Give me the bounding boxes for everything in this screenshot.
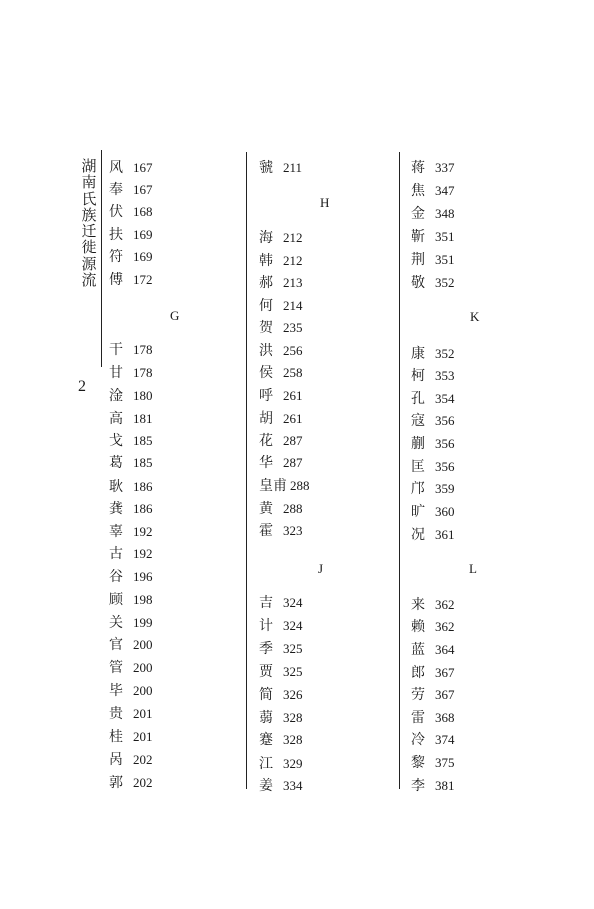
index-entry xyxy=(109,430,153,450)
entry-page-number: 172 xyxy=(133,272,153,287)
entry-page-number: 354 xyxy=(435,391,455,406)
index-entry xyxy=(411,226,455,246)
index-entry xyxy=(259,250,303,270)
entry-page-number: 324 xyxy=(283,595,303,610)
entry-page-number: 362 xyxy=(435,619,455,634)
index-entry xyxy=(109,179,153,199)
entry-page-number: 323 xyxy=(283,523,303,538)
index-entry xyxy=(411,594,455,614)
index-entry xyxy=(109,201,153,221)
entry-surname: 柯 xyxy=(411,368,425,384)
entry-page-number: 334 xyxy=(283,778,303,793)
entry-page-number: 214 xyxy=(283,298,303,313)
index-entry xyxy=(411,729,455,749)
entry-surname: 计 xyxy=(259,618,273,634)
entry-page-number: 347 xyxy=(435,183,455,198)
entry-surname: 花 xyxy=(259,433,273,449)
entry-page-number: 356 xyxy=(435,436,455,451)
entry-page-number: 258 xyxy=(283,365,303,380)
entry-page-number: 288 xyxy=(283,501,303,516)
entry-page-number: 367 xyxy=(435,687,455,702)
index-entry xyxy=(259,729,303,749)
entry-page-number: 364 xyxy=(435,642,455,657)
index-entry xyxy=(109,726,153,746)
index-entry xyxy=(411,343,455,363)
entry-page-number: 362 xyxy=(435,597,455,612)
entry-page-number: 192 xyxy=(133,524,153,539)
index-entry xyxy=(411,365,455,385)
entry-surname: 霍 xyxy=(259,523,273,539)
entry-surname: 戈 xyxy=(109,433,123,449)
index-entry xyxy=(109,157,153,177)
entry-page-number: 185 xyxy=(133,433,153,448)
entry-page-number: 235 xyxy=(283,320,303,335)
entry-surname: 李 xyxy=(411,778,425,794)
entry-page-number: 288 xyxy=(290,478,310,493)
entry-surname: 管 xyxy=(109,660,123,676)
section-letter-heading: G xyxy=(170,308,180,323)
entry-surname: 古 xyxy=(109,546,123,562)
entry-surname: 贵 xyxy=(109,706,123,722)
entry-surname: 关 xyxy=(109,615,123,631)
entry-surname: 邝 xyxy=(411,481,425,497)
entry-page-number: 381 xyxy=(435,778,455,793)
entry-surname: 蒯 xyxy=(411,436,425,452)
index-entry xyxy=(411,662,455,682)
index-entry xyxy=(109,269,153,289)
entry-surname: 何 xyxy=(259,298,273,314)
index-entry xyxy=(259,475,310,495)
index-entry xyxy=(109,362,153,382)
entry-page-number: 212 xyxy=(283,253,303,268)
entry-surname: 伏 xyxy=(109,204,123,220)
index-entry xyxy=(259,775,303,795)
entry-page-number: 169 xyxy=(133,249,153,264)
entry-page-number: 186 xyxy=(133,501,153,516)
index-entry xyxy=(411,456,455,476)
entry-page-number: 359 xyxy=(435,481,455,496)
entry-surname: 官 xyxy=(109,637,123,653)
index-entry xyxy=(411,433,455,453)
entry-page-number: 211 xyxy=(283,160,303,175)
entry-surname: 海 xyxy=(259,230,273,246)
entry-surname: 劳 xyxy=(411,687,425,703)
entry-surname: 匡 xyxy=(411,459,425,475)
entry-surname: 高 xyxy=(109,411,123,427)
index-entry xyxy=(411,707,455,727)
index-entry xyxy=(109,703,153,723)
entry-surname: 顾 xyxy=(109,592,123,608)
entry-surname: 胡 xyxy=(259,411,273,427)
index-entry xyxy=(259,707,303,727)
index-entry xyxy=(109,589,153,609)
entry-surname: 旷 xyxy=(411,504,425,520)
index-entry xyxy=(109,634,153,654)
entry-surname: 简 xyxy=(259,687,273,703)
entry-page-number: 337 xyxy=(435,160,455,175)
entry-surname: 姜 xyxy=(259,778,273,794)
entry-page-number: 328 xyxy=(283,710,303,725)
entry-page-number: 212 xyxy=(283,230,303,245)
index-entry xyxy=(109,521,153,541)
entry-page-number: 356 xyxy=(435,413,455,428)
entry-surname: 康 xyxy=(411,346,425,362)
entry-surname: 来 xyxy=(411,597,425,613)
entry-surname: 孔 xyxy=(411,391,425,407)
index-entry xyxy=(259,227,303,247)
entry-surname: 侯 xyxy=(259,365,273,381)
index-entry xyxy=(259,498,303,518)
index-entry xyxy=(259,272,303,292)
index-entry xyxy=(411,478,455,498)
entry-surname: 季 xyxy=(259,641,273,657)
book-title: 湖南氏族迁徙源流 xyxy=(81,157,97,290)
section-letter-heading: K xyxy=(470,309,480,324)
index-entry xyxy=(411,639,455,659)
entry-page-number: 200 xyxy=(133,683,153,698)
index-entry xyxy=(411,180,455,200)
entry-surname: 甘 xyxy=(109,365,123,381)
entry-page-number: 324 xyxy=(283,618,303,633)
index-entry xyxy=(411,775,455,795)
entry-surname: 蹇 xyxy=(259,732,273,748)
entry-surname: 蒻 xyxy=(259,710,273,726)
index-entry xyxy=(259,661,303,681)
index-entry xyxy=(259,520,303,540)
index-entry xyxy=(109,339,153,359)
entry-surname: 荆 xyxy=(411,252,425,268)
entry-page-number: 201 xyxy=(133,729,153,744)
entry-surname: 吉 xyxy=(259,595,273,611)
entry-surname: 寇 xyxy=(411,413,425,429)
entry-surname: 蒋 xyxy=(411,160,425,176)
entry-page-number: 361 xyxy=(435,527,455,542)
index-entry xyxy=(411,524,455,544)
entry-page-number: 192 xyxy=(133,546,153,561)
entry-page-number: 353 xyxy=(435,368,455,383)
index-entry xyxy=(109,224,153,244)
entry-surname: 辜 xyxy=(109,524,123,540)
index-entry xyxy=(411,410,455,430)
index-entry xyxy=(259,452,303,472)
entry-page-number: 261 xyxy=(283,388,303,403)
index-entry xyxy=(411,616,455,636)
column-divider-left xyxy=(246,152,247,789)
entry-surname: 呼 xyxy=(259,388,273,404)
entry-surname: 华 xyxy=(259,455,273,471)
entry-surname: 黄 xyxy=(259,501,273,517)
index-entry xyxy=(259,340,303,360)
index-entry xyxy=(411,203,455,223)
entry-surname: 贺 xyxy=(259,320,273,336)
entry-page-number: 213 xyxy=(283,275,303,290)
entry-surname: 郝 xyxy=(259,275,273,291)
section-letter-heading: L xyxy=(469,561,477,576)
section-letter-heading: J xyxy=(318,561,324,576)
entry-page-number: 328 xyxy=(283,732,303,747)
index-entry xyxy=(259,157,302,177)
section-letter-heading: H xyxy=(320,195,330,210)
entry-surname: 郭 xyxy=(109,775,123,791)
entry-surname: 江 xyxy=(259,756,273,772)
entry-surname: 桂 xyxy=(109,729,123,745)
entry-surname: 傅 xyxy=(109,272,123,288)
entry-surname: 赖 xyxy=(411,619,425,635)
entry-surname: 焦 xyxy=(411,183,425,199)
entry-surname: 葛 xyxy=(109,455,123,471)
index-entry xyxy=(259,430,303,450)
entry-surname: 郎 xyxy=(411,665,425,681)
index-entry xyxy=(259,295,303,315)
index-entry xyxy=(109,408,153,428)
entry-page-number: 368 xyxy=(435,710,455,725)
entry-surname: 虢 xyxy=(259,160,273,176)
entry-page-number: 167 xyxy=(133,182,153,197)
index-entry xyxy=(411,272,455,292)
entry-page-number: 352 xyxy=(435,275,455,290)
index-entry xyxy=(259,684,303,704)
entry-surname: 淦 xyxy=(109,388,123,404)
index-entry xyxy=(109,749,153,769)
entry-page-number: 374 xyxy=(435,732,455,747)
entry-surname: 金 xyxy=(411,206,425,222)
index-entry xyxy=(259,753,303,773)
entry-page-number: 261 xyxy=(283,411,303,426)
entry-page-number: 351 xyxy=(435,229,455,244)
index-entry xyxy=(259,317,303,337)
entry-surname: 黎 xyxy=(411,755,425,771)
entry-surname: 敬 xyxy=(411,275,425,291)
entry-page-number: 178 xyxy=(133,342,153,357)
entry-surname: 况 xyxy=(411,527,425,543)
entry-surname: 干 xyxy=(109,342,123,358)
entry-page-number: 329 xyxy=(283,756,303,771)
entry-page-number: 196 xyxy=(133,569,153,584)
index-entry xyxy=(259,408,303,428)
entry-page-number: 287 xyxy=(283,455,303,470)
page-number: 2 xyxy=(78,378,86,395)
sidebar-divider xyxy=(101,150,102,367)
entry-page-number: 202 xyxy=(133,775,153,790)
entry-surname: 呙 xyxy=(109,752,123,768)
entry-surname: 雷 xyxy=(411,710,425,726)
index-entry xyxy=(109,452,153,472)
entry-page-number: 200 xyxy=(133,637,153,652)
entry-page-number: 375 xyxy=(435,755,455,770)
index-entry xyxy=(109,680,153,700)
entry-surname: 冷 xyxy=(411,732,425,748)
index-entry xyxy=(109,246,153,266)
entry-page-number: 351 xyxy=(435,252,455,267)
index-entry xyxy=(259,638,303,658)
entry-page-number: 367 xyxy=(435,665,455,680)
entry-page-number: 325 xyxy=(283,641,303,656)
entry-page-number: 326 xyxy=(283,687,303,702)
index-entry xyxy=(411,684,455,704)
entry-surname: 奉 xyxy=(109,182,123,198)
entry-page-number: 352 xyxy=(435,346,455,361)
entry-surname: 毕 xyxy=(109,683,123,699)
entry-surname: 扶 xyxy=(109,227,123,243)
index-entry xyxy=(411,752,455,772)
entry-surname: 耿 xyxy=(109,479,123,495)
entry-page-number: 168 xyxy=(133,204,153,219)
entry-page-number: 200 xyxy=(133,660,153,675)
index-entry xyxy=(259,385,303,405)
entry-surname: 龚 xyxy=(109,501,123,517)
index-entry xyxy=(109,657,153,677)
entry-surname: 谷 xyxy=(109,569,123,585)
entry-page-number: 178 xyxy=(133,365,153,380)
index-entry xyxy=(411,249,455,269)
entry-surname: 洪 xyxy=(259,343,273,359)
entry-page-number: 348 xyxy=(435,206,455,221)
index-entry xyxy=(109,543,153,563)
entry-page-number: 185 xyxy=(133,455,153,470)
entry-page-number: 186 xyxy=(133,479,153,494)
entry-surname: 蓝 xyxy=(411,642,425,658)
entry-page-number: 169 xyxy=(133,227,153,242)
index-entry xyxy=(411,157,455,177)
index-entry xyxy=(109,385,153,405)
index-entry xyxy=(259,362,303,382)
entry-surname: 符 xyxy=(109,249,123,265)
index-entry xyxy=(259,615,303,635)
index-entry xyxy=(109,476,153,496)
index-entry xyxy=(109,612,153,632)
entry-surname: 韩 xyxy=(259,253,273,269)
entry-page-number: 180 xyxy=(133,388,153,403)
entry-surname: 皇甫 xyxy=(259,478,287,494)
column-divider-right xyxy=(399,152,400,789)
index-entry xyxy=(109,772,153,792)
entry-page-number: 325 xyxy=(283,664,303,679)
entry-page-number: 201 xyxy=(133,706,153,721)
entry-surname: 靳 xyxy=(411,229,425,245)
index-entry xyxy=(259,592,303,612)
index-entry xyxy=(411,388,455,408)
entry-page-number: 181 xyxy=(133,411,153,426)
entry-page-number: 287 xyxy=(283,433,303,448)
index-entry xyxy=(109,566,153,586)
entry-page-number: 199 xyxy=(133,615,153,630)
entry-surname: 风 xyxy=(109,160,123,176)
entry-page-number: 356 xyxy=(435,459,455,474)
index-entry xyxy=(411,501,455,521)
index-entry xyxy=(109,498,153,518)
entry-page-number: 256 xyxy=(283,343,303,358)
entry-page-number: 167 xyxy=(133,160,153,175)
entry-page-number: 360 xyxy=(435,504,455,519)
entry-page-number: 202 xyxy=(133,752,153,767)
entry-surname: 贾 xyxy=(259,664,273,680)
entry-page-number: 198 xyxy=(133,592,153,607)
